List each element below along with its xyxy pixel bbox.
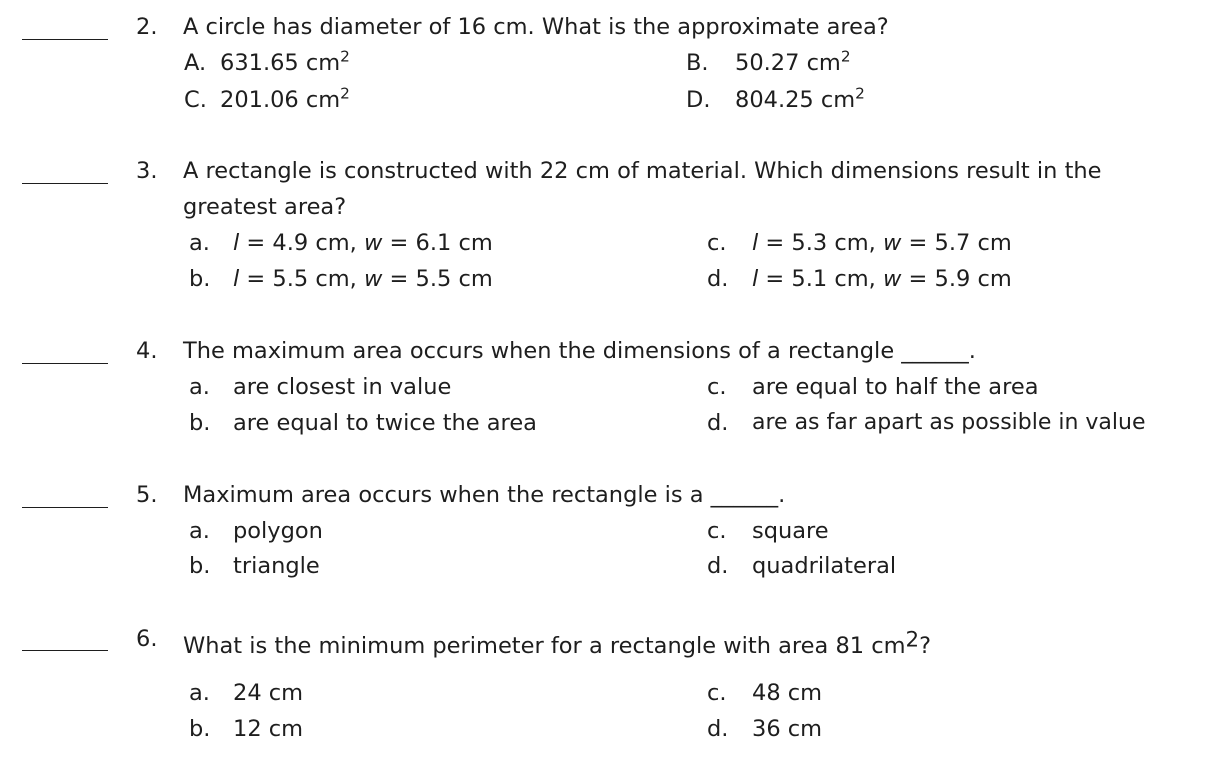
- option-letter: d.: [707, 410, 729, 436]
- option-letter: b.: [189, 716, 211, 742]
- option-letter: d.: [707, 553, 729, 579]
- option-letter: A.: [184, 50, 207, 76]
- option-text: 48 cm: [752, 680, 823, 706]
- option-letter: d.: [707, 266, 729, 292]
- option-letter: b.: [189, 410, 211, 436]
- option-text: 12 cm: [233, 716, 304, 742]
- question-number: 5.: [136, 482, 158, 508]
- question-stem-continued: greatest area?: [183, 194, 347, 220]
- option-letter: c.: [707, 230, 727, 256]
- option-text: triangle: [233, 553, 320, 579]
- option-text: quadrilateral: [752, 553, 897, 579]
- option-text: are equal to twice the area: [233, 410, 537, 436]
- option-letter: b.: [189, 553, 211, 579]
- question-number: 6.: [136, 626, 158, 652]
- option-letter: c.: [707, 680, 727, 706]
- question-number: 3.: [136, 158, 158, 184]
- option-letter: a.: [189, 374, 210, 400]
- option-text: 50.27 $cm^2$: [735, 47, 851, 76]
- option-text: l = 5.3 cm, w = 5.7 cm: [752, 230, 1012, 256]
- question-stem: A rectangle is constructed with 22 cm of material. Which dimensions result in the: [183, 158, 1102, 184]
- option-text: 24 cm: [233, 680, 304, 706]
- answer-blank-q3[interactable]: [22, 183, 108, 184]
- answer-blank-q5[interactable]: [22, 507, 108, 508]
- answer-blank-q4[interactable]: [22, 363, 108, 364]
- option-text: l = 5.1 cm, w = 5.9 cm: [752, 266, 1012, 292]
- option-text: 201.06 $cm^2$: [220, 84, 350, 113]
- answer-blank-q6[interactable]: [22, 650, 108, 651]
- option-text: 631.65 $cm^2$: [220, 47, 350, 76]
- question-number: 4.: [136, 338, 158, 364]
- option-letter: b.: [189, 266, 211, 292]
- option-letter: a.: [189, 680, 210, 706]
- option-text: square: [752, 518, 829, 544]
- option-text: l = 4.9 cm, w = 6.1 cm: [233, 230, 493, 256]
- question-stem: What is the minimum perimeter for a rectangle with area 81 $cm^2$?: [183, 627, 932, 659]
- option-text: 36 cm: [752, 716, 823, 742]
- question-number: 2.: [136, 14, 158, 40]
- option-letter: B.: [686, 50, 709, 76]
- option-letter: C.: [184, 87, 207, 113]
- question-stem: A circle has diameter of 16 cm. What is the approximate area?: [183, 14, 889, 40]
- question-stem: Maximum area occurs when the rectangle is a ______.: [183, 482, 786, 508]
- option-letter: c.: [707, 374, 727, 400]
- option-letter: c.: [707, 518, 727, 544]
- option-letter: D.: [686, 87, 711, 113]
- option-letter: a.: [189, 230, 210, 256]
- option-text: are as far apart as possible in value: [752, 410, 1146, 435]
- option-letter: a.: [189, 518, 210, 544]
- question-stem: The maximum area occurs when the dimensions of a rectangle ______.: [183, 338, 976, 364]
- option-text: are equal to half the area: [752, 374, 1039, 400]
- option-text: 804.25 $cm^2$: [735, 84, 865, 113]
- option-letter: d.: [707, 716, 729, 742]
- option-text: l = 5.5 cm, w = 5.5 cm: [233, 266, 493, 292]
- answer-blank-q2[interactable]: [22, 39, 108, 40]
- option-text: polygon: [233, 518, 323, 544]
- option-text: are closest in value: [233, 374, 452, 400]
